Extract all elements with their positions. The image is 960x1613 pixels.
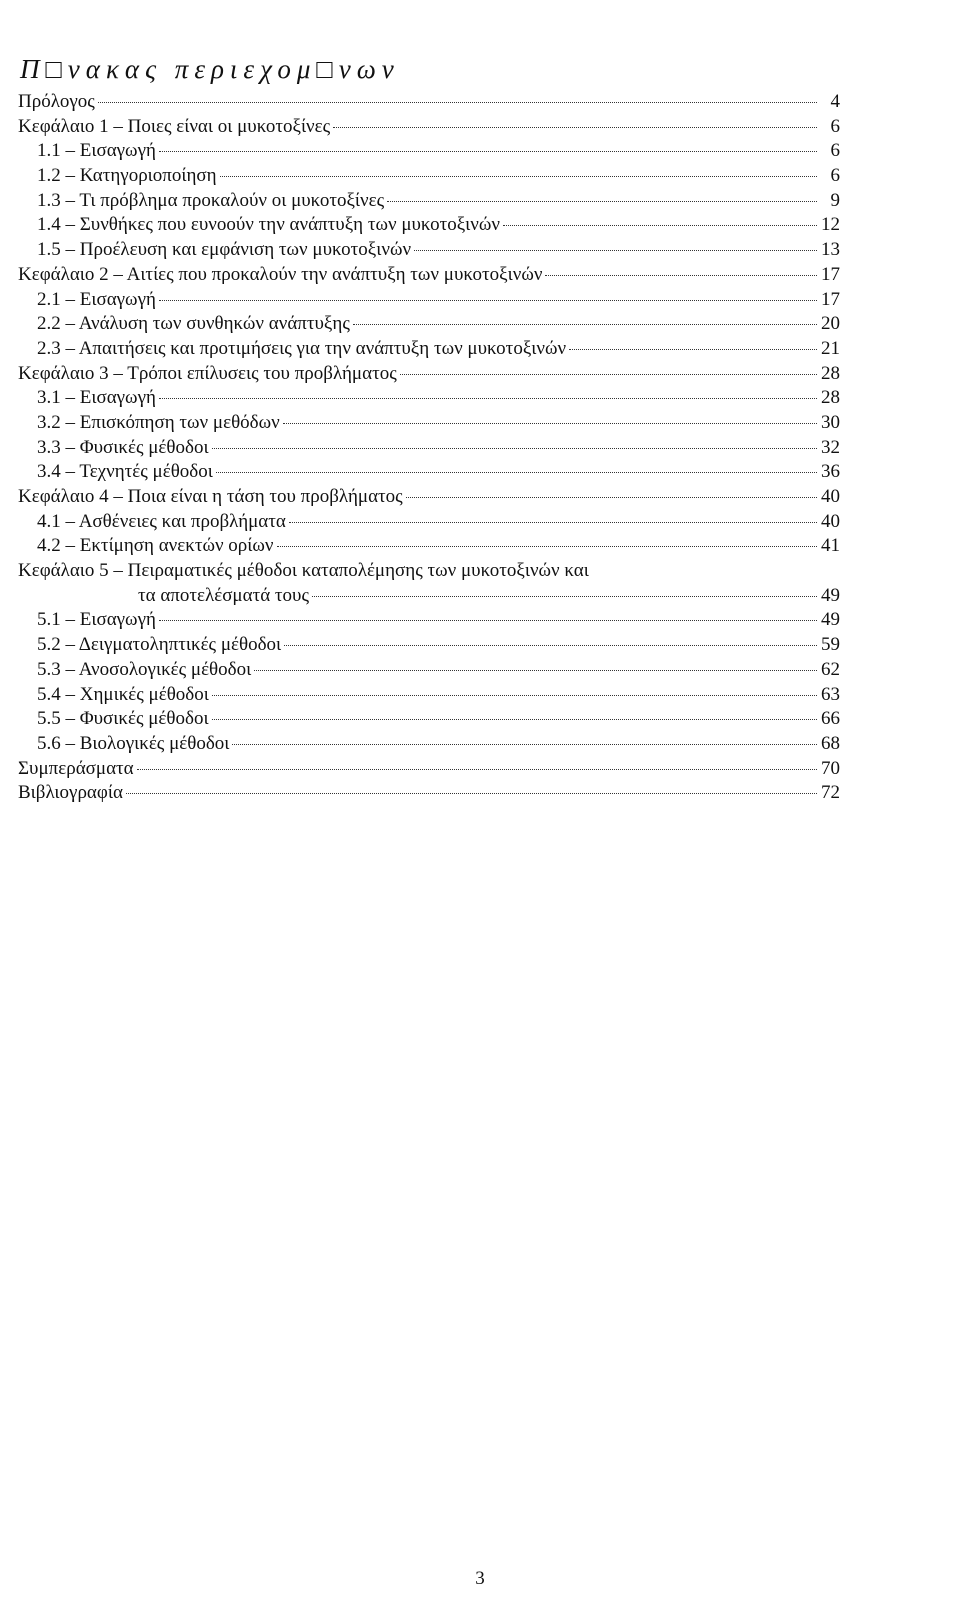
- dot-leader: [400, 374, 817, 375]
- toc-entry: [18, 90, 840, 115]
- dot-leader: [216, 472, 817, 473]
- toc-entry: [18, 337, 840, 362]
- toc-entry-label: Κεφάλαιο 4 – Ποια είναι η τάση του προβλήματος: [18, 486, 403, 507]
- toc-entry-label: 4.2 – Εκτίμηση ανεκτών ορίων: [37, 535, 274, 557]
- toc-entry-label: Κεφάλαιο 1 – Ποιες είναι οι μυκοτοξίνες: [18, 115, 331, 137]
- dot-leader: [98, 102, 817, 103]
- toc-entry-page: 28: [821, 362, 840, 384]
- toc-entry-label: 1.1 – Εισαγωγή: [37, 140, 156, 162]
- toc-entry-label: 5.1 – Εισαγωγή: [37, 609, 156, 631]
- toc-entry: [18, 238, 840, 263]
- toc-entry: [18, 534, 840, 559]
- toc-entry-page: 28: [821, 387, 840, 409]
- toc-entry-page: 6: [830, 165, 840, 187]
- toc-entry-page: 41: [821, 535, 840, 557]
- toc-entry-page: 72: [821, 782, 840, 804]
- toc-entry: [18, 386, 840, 411]
- toc-entry-page: 70: [821, 757, 840, 779]
- toc-entry-page: 49: [821, 609, 840, 631]
- dot-leader: [277, 546, 818, 547]
- toc-entry-page: 68: [821, 732, 840, 754]
- toc-entry: [18, 485, 840, 510]
- toc-entry-label: 1.4 – Συνθήκες που ευνοούν την ανάπτυξη των μυκοτοξινών: [37, 214, 500, 236]
- dot-leader: [353, 324, 817, 325]
- dot-leader: [283, 423, 817, 424]
- toc-entry: [18, 164, 840, 189]
- dot-leader: [220, 176, 817, 177]
- toc-entry-label: 1.2 – Κατηγοριοποίηση: [37, 165, 217, 187]
- toc-entry-page: 20: [821, 313, 840, 335]
- toc-entry-label: 5.6 – Βιολογικές μέθοδοι: [37, 732, 230, 754]
- toc-entry-page: 66: [821, 708, 840, 730]
- toc-entry: [18, 213, 840, 238]
- dot-leader: [212, 695, 817, 696]
- toc-entry-page: 36: [821, 461, 840, 483]
- dot-leader: [137, 769, 817, 770]
- toc-entry-label: 3.1 – Εισαγωγή: [37, 387, 156, 409]
- toc-entry-page: 17: [821, 263, 840, 285]
- toc-entry: [18, 559, 840, 584]
- dot-leader: [545, 275, 817, 276]
- toc-entry-label: 5.5 – Φυσικές μέθοδοι: [37, 708, 209, 730]
- toc-entry: [18, 189, 840, 214]
- toc-entry-page: 9: [830, 189, 840, 211]
- toc-entry-label: 2.3 – Απαιτήσεις και προτιμήσεις για την ανάπτυξη των μυκοτοξινών: [37, 337, 567, 359]
- toc-entry-page: 13: [821, 239, 840, 261]
- toc-entry-page: 12: [821, 214, 840, 236]
- dot-leader: [503, 225, 817, 226]
- toc-entry: [18, 658, 840, 683]
- dot-leader: [312, 596, 817, 597]
- dot-leader: [569, 349, 817, 350]
- toc-entry: [18, 436, 840, 461]
- toc-entry-label: 5.3 – Ανοσολογικές μέθοδοι: [37, 658, 252, 680]
- toc-entry: [18, 263, 840, 288]
- dot-leader: [333, 127, 817, 128]
- toc-entry-label: Βιβλιογραφία: [18, 782, 123, 804]
- dot-leader: [387, 201, 817, 202]
- toc-entry-page: 21: [821, 337, 840, 359]
- dot-leader: [414, 250, 817, 251]
- toc-entry: [18, 362, 840, 387]
- toc-entry-page: 59: [821, 634, 840, 656]
- toc-entry-page: 40: [821, 486, 840, 507]
- dot-leader: [126, 793, 817, 794]
- toc-entry: [18, 683, 840, 708]
- toc-entry-page: 40: [821, 510, 840, 532]
- toc-title: Π□νακας περιεχομ□νων: [20, 54, 400, 84]
- dot-leader: [159, 398, 817, 399]
- toc-entry-page: 30: [821, 411, 840, 433]
- toc-entry-label: 3.4 – Τεχνητές μέθοδοι: [37, 461, 213, 483]
- dot-leader: [289, 522, 817, 523]
- toc-entry: [18, 757, 840, 782]
- toc-entry: [18, 732, 840, 757]
- toc-entry-page: 6: [830, 115, 840, 137]
- toc-entry-label: Κεφάλαιο 3 – Τρόποι επίλυσεις του προβλήματος: [18, 362, 397, 384]
- toc-entry-page: 4: [830, 91, 840, 112]
- toc-entry-label: Κεφάλαιο 2 – Αιτίες που προκαλούν την ανάπτυξη των μυκοτοξινών: [18, 263, 543, 285]
- toc-entry-label: 1.5 – Προέλευση και εμφάνιση των μυκοτοξινών: [37, 239, 412, 261]
- toc-entry: [18, 460, 840, 485]
- toc-entry-label: 3.2 – Επισκόπηση των μεθόδων: [37, 411, 280, 433]
- toc-entry: [18, 510, 840, 535]
- dot-leader: [284, 645, 817, 646]
- dot-leader: [212, 448, 817, 449]
- toc-entry: [18, 312, 840, 337]
- toc-list: [18, 90, 840, 806]
- toc-entry: [18, 139, 840, 164]
- toc-entry-label: 3.3 – Φυσικές μέθοδοι: [37, 436, 209, 458]
- toc-entry-page: 63: [821, 683, 840, 705]
- dot-leader: [159, 300, 817, 301]
- toc-entry-label: Συμπεράσματα: [18, 757, 134, 779]
- toc-entry: [18, 584, 840, 609]
- toc-entry: [18, 288, 840, 313]
- toc-entry-label: Κεφάλαιο 5 – Πειραματικές μέθοδοι καταπολέμησης των μυκοτοξινών και: [18, 560, 589, 582]
- dot-leader: [254, 670, 817, 671]
- dot-leader: [406, 497, 817, 498]
- toc-entry: [18, 115, 840, 140]
- dot-leader: [232, 744, 817, 745]
- toc-entry-page: 62: [821, 658, 840, 680]
- toc-entry-label: 5.2 – Δειγματοληπτικές μέθοδοι: [37, 634, 282, 656]
- toc-entry-label: 2.2 – Ανάλυση των συνθηκών ανάπτυξης: [37, 313, 350, 335]
- dot-leader: [159, 151, 817, 152]
- toc-entry-label: Πρόλογος: [18, 91, 95, 112]
- toc-entry: [18, 633, 840, 658]
- page-number: 3: [475, 1568, 485, 1589]
- toc-entry-page: 32: [821, 436, 840, 458]
- toc-entry: [18, 608, 840, 633]
- toc-entry-page: 49: [821, 584, 840, 606]
- toc-entry-page: 17: [821, 288, 840, 310]
- toc-entry: [18, 781, 840, 806]
- toc-entry-label: 2.1 – Εισαγωγή: [37, 288, 156, 310]
- dot-leader: [159, 620, 817, 621]
- toc-entry-label: 4.1 – Ασθένειες και προβλήματα: [37, 510, 286, 532]
- toc-entry-page: 6: [830, 140, 840, 162]
- toc-entry: [18, 411, 840, 436]
- toc-entry-label: τα αποτελέσματά τους: [138, 584, 309, 606]
- toc-entry-label: 5.4 – Χημικές μέθοδοι: [37, 683, 209, 705]
- dot-leader: [212, 719, 817, 720]
- toc-entry-label: 1.3 – Τι πρόβλημα προκαλούν οι μυκοτοξίνες: [37, 189, 385, 211]
- toc-entry: [18, 707, 840, 732]
